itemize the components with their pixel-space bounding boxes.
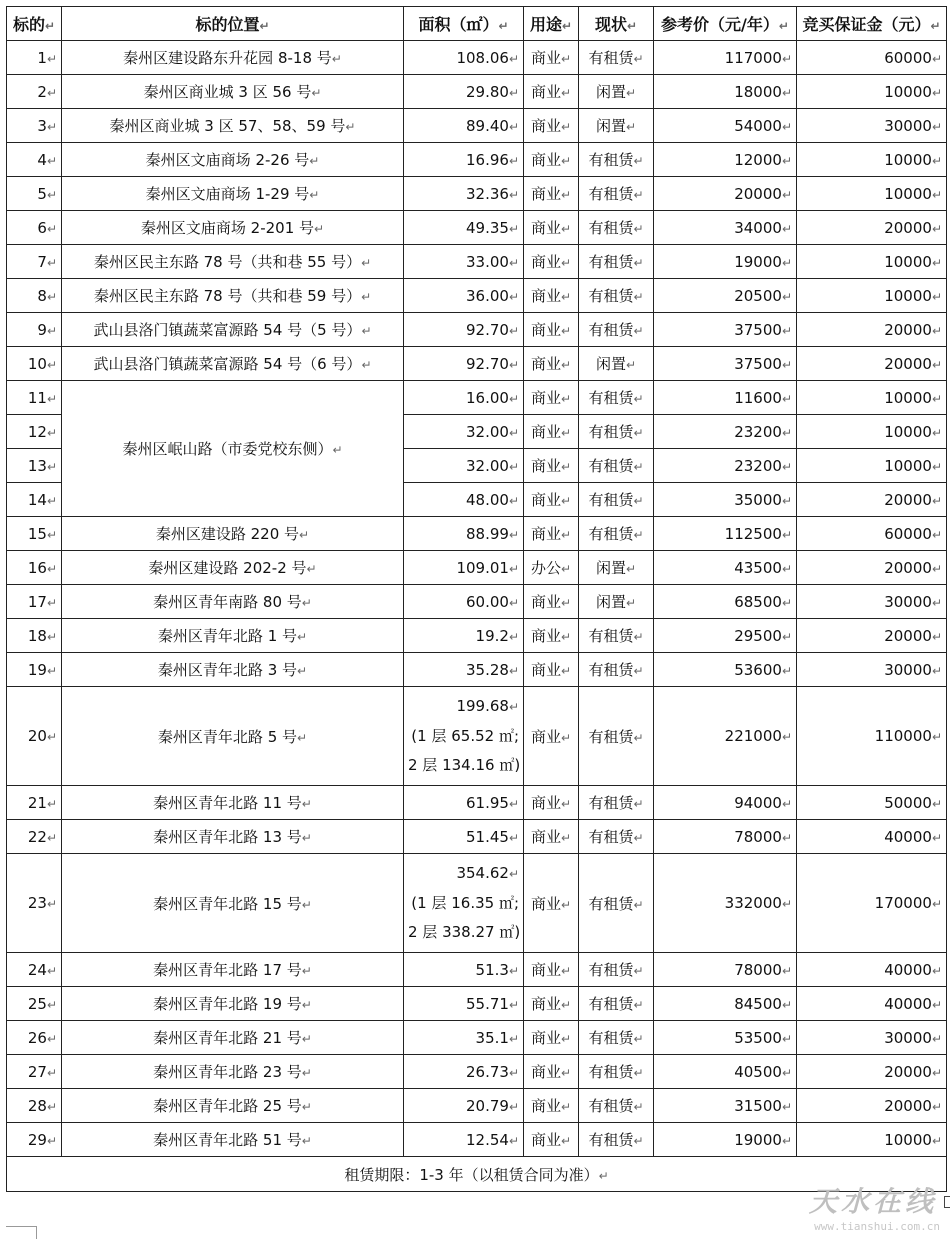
cell-deposit: 170000↵	[797, 854, 947, 953]
cell-location: 秦州区商业城 3 区 57、58、59 号↵	[62, 109, 404, 143]
cell-price: 68500↵	[654, 585, 797, 619]
header-deposit: 竞买保证金（元）↵	[797, 7, 947, 41]
lease-term-note: 租赁期限：1-3 年（以租赁合同为准）↵	[7, 1157, 947, 1192]
cell-use: 商业↵	[524, 143, 579, 177]
page-corner	[6, 1226, 37, 1239]
cell-price: 54000↵	[654, 109, 797, 143]
cell-price: 20000↵	[654, 177, 797, 211]
table-row	[7, 551, 947, 585]
cell-use: 商业↵	[524, 854, 579, 953]
cell-deposit: 10000↵	[797, 245, 947, 279]
cell-price: 332000↵	[654, 854, 797, 953]
table-row	[7, 687, 947, 786]
cell-use: 商业↵	[524, 517, 579, 551]
cell-status: 闲置↵	[579, 585, 654, 619]
cell-area: 16.00↵	[404, 381, 524, 415]
cell-deposit: 30000↵	[797, 653, 947, 687]
cell-deposit: 20000↵	[797, 347, 947, 381]
cell-location: 秦州区商业城 3 区 56 号↵	[62, 75, 404, 109]
table-row	[7, 381, 947, 415]
cell-deposit: 20000↵	[797, 551, 947, 585]
cell-area: 19.2↵	[404, 619, 524, 653]
cell-area: 12.54↵	[404, 1123, 524, 1157]
cell-price: 29500↵	[654, 619, 797, 653]
cell-status: 有租赁↵	[579, 177, 654, 211]
cell-price: 78000↵	[654, 820, 797, 854]
cell-location: 秦州区文庙商场 2-201 号↵	[62, 211, 404, 245]
cell-area: 89.40↵	[404, 109, 524, 143]
cell-deposit: 10000↵	[797, 177, 947, 211]
cell-location: 秦州区文庙商场 1-29 号↵	[62, 177, 404, 211]
table-row	[7, 619, 947, 653]
cell-area: 61.95↵	[404, 786, 524, 820]
table-row	[7, 854, 947, 953]
cell-status: 有租赁↵	[579, 687, 654, 786]
cell-status: 有租赁↵	[579, 41, 654, 75]
header-row	[7, 7, 947, 41]
cell-status: 闲置↵	[579, 551, 654, 585]
cell-status: 有租赁↵	[579, 143, 654, 177]
cell-price: 37500↵	[654, 347, 797, 381]
cell-area: 20.79↵	[404, 1089, 524, 1123]
cell-location: 秦州区青年北路 51 号↵	[62, 1123, 404, 1157]
cell-no: 24↵	[7, 953, 62, 987]
cell-status: 有租赁↵	[579, 1089, 654, 1123]
cell-price: 53500↵	[654, 1021, 797, 1055]
cell-location: 秦州区青年北路 13 号↵	[62, 820, 404, 854]
cell-deposit: 10000↵	[797, 449, 947, 483]
table-row	[7, 953, 947, 987]
cell-use: 商业↵	[524, 381, 579, 415]
cell-area: 354.62↵ (1 层 16.35 ㎡; 2 层 338.27 ㎡)	[404, 854, 524, 953]
cell-price: 12000↵	[654, 143, 797, 177]
table-row	[7, 245, 947, 279]
cell-area: 29.80↵	[404, 75, 524, 109]
watermark	[807, 1180, 945, 1233]
table-row	[7, 1123, 947, 1157]
cell-deposit: 10000↵	[797, 381, 947, 415]
cell-price: 11600↵	[654, 381, 797, 415]
cell-deposit: 110000↵	[797, 687, 947, 786]
cell-area: 36.00↵	[404, 279, 524, 313]
cell-no: 12↵	[7, 415, 62, 449]
cell-price: 18000↵	[654, 75, 797, 109]
cell-price: 84500↵	[654, 987, 797, 1021]
cell-status: 有租赁↵	[579, 211, 654, 245]
table-row	[7, 786, 947, 820]
table-row	[7, 41, 947, 75]
cell-price: 19000↵	[654, 1123, 797, 1157]
cell-status: 有租赁↵	[579, 483, 654, 517]
cell-area: 60.00↵	[404, 585, 524, 619]
cell-no: 19↵	[7, 653, 62, 687]
cell-location: 秦州区民主东路 78 号（共和巷 55 号）↵	[62, 245, 404, 279]
cell-use: 商业↵	[524, 653, 579, 687]
cell-price: 112500↵	[654, 517, 797, 551]
cell-location: 秦州区青年北路 15 号↵	[62, 854, 404, 953]
cell-price: 34000↵	[654, 211, 797, 245]
cell-status: 闲置↵	[579, 75, 654, 109]
cell-use: 商业↵	[524, 109, 579, 143]
cell-area: 26.73↵	[404, 1055, 524, 1089]
cell-no: 23↵	[7, 854, 62, 953]
cell-status: 有租赁↵	[579, 279, 654, 313]
cell-use: 商业↵	[524, 987, 579, 1021]
cell-location: 秦州区青年北路 23 号↵	[62, 1055, 404, 1089]
cell-no: 18↵	[7, 619, 62, 653]
cell-status: 有租赁↵	[579, 245, 654, 279]
table-row	[7, 279, 947, 313]
cell-use: 商业↵	[524, 1089, 579, 1123]
watermark-url: www.tianshui.com.cn	[814, 1220, 940, 1233]
header-price: 参考价（元/年）↵	[654, 7, 797, 41]
cell-no: 3↵	[7, 109, 62, 143]
cell-area: 92.70↵	[404, 313, 524, 347]
cell-use: 商业↵	[524, 1055, 579, 1089]
cell-no: 14↵	[7, 483, 62, 517]
table-row	[7, 109, 947, 143]
table-row	[7, 211, 947, 245]
cell-no: 1↵	[7, 41, 62, 75]
cell-deposit: 30000↵	[797, 109, 947, 143]
cell-area: 32.00↵	[404, 449, 524, 483]
cell-deposit: 40000↵	[797, 953, 947, 987]
cell-no: 20↵	[7, 687, 62, 786]
cell-no: 10↵	[7, 347, 62, 381]
cell-use: 商业↵	[524, 75, 579, 109]
cell-deposit: 40000↵	[797, 987, 947, 1021]
cell-status: 有租赁↵	[579, 1123, 654, 1157]
table-row	[7, 585, 947, 619]
cell-location: 秦州区青年北路 1 号↵	[62, 619, 404, 653]
cell-area: 55.71↵	[404, 987, 524, 1021]
cell-location: 秦州区建设路东升花园 8-18 号↵	[62, 41, 404, 75]
edge-marker	[944, 1196, 950, 1208]
cell-area: 199.68↵ (1 层 65.52 ㎡; 2 层 134.16 ㎡)	[404, 687, 524, 786]
cell-no: 8↵	[7, 279, 62, 313]
cell-status: 闲置↵	[579, 109, 654, 143]
cell-status: 有租赁↵	[579, 517, 654, 551]
table-row	[7, 1089, 947, 1123]
table-row	[7, 1021, 947, 1055]
header-area: 面积（㎡）↵	[404, 7, 524, 41]
cell-deposit: 10000↵	[797, 279, 947, 313]
cell-use: 商业↵	[524, 41, 579, 75]
cell-deposit: 20000↵	[797, 483, 947, 517]
cell-use: 商业↵	[524, 177, 579, 211]
cell-area: 48.00↵	[404, 483, 524, 517]
cell-location: 武山县洛门镇蔬菜富源路 54 号（5 号）↵	[62, 313, 404, 347]
cell-no: 9↵	[7, 313, 62, 347]
header-no: 标的↵	[7, 7, 62, 41]
cell-deposit: 40000↵	[797, 820, 947, 854]
cell-price: 20500↵	[654, 279, 797, 313]
cell-location: 秦州区青年北路 3 号↵	[62, 653, 404, 687]
cell-use: 商业↵	[524, 313, 579, 347]
cell-price: 221000↵	[654, 687, 797, 786]
cell-price: 35000↵	[654, 483, 797, 517]
cell-location: 秦州区青年北路 11 号↵	[62, 786, 404, 820]
cell-deposit: 50000↵	[797, 786, 947, 820]
cell-status: 有租赁↵	[579, 1055, 654, 1089]
cell-use: 商业↵	[524, 619, 579, 653]
cell-use: 商业↵	[524, 483, 579, 517]
cell-price: 37500↵	[654, 313, 797, 347]
cell-deposit: 20000↵	[797, 1055, 947, 1089]
cell-use: 商业↵	[524, 211, 579, 245]
cell-no: 26↵	[7, 1021, 62, 1055]
cell-price: 31500↵	[654, 1089, 797, 1123]
cell-location: 秦州区青年北路 19 号↵	[62, 987, 404, 1021]
cell-deposit: 10000↵	[797, 75, 947, 109]
cell-no: 11↵	[7, 381, 62, 415]
cell-deposit: 10000↵	[797, 143, 947, 177]
cell-area: 33.00↵	[404, 245, 524, 279]
header-status: 现状↵	[579, 7, 654, 41]
cell-location: 武山县洛门镇蔬菜富源路 54 号（6 号）↵	[62, 347, 404, 381]
cell-use: 商业↵	[524, 279, 579, 313]
cell-area: 109.01↵	[404, 551, 524, 585]
table-row	[7, 987, 947, 1021]
table-row	[7, 347, 947, 381]
cell-no: 21↵	[7, 786, 62, 820]
cell-no: 16↵	[7, 551, 62, 585]
cell-status: 有租赁↵	[579, 415, 654, 449]
cell-status: 有租赁↵	[579, 313, 654, 347]
cell-deposit: 30000↵	[797, 1021, 947, 1055]
header-use: 用途↵	[524, 7, 579, 41]
cell-price: 40500↵	[654, 1055, 797, 1089]
table-row	[7, 313, 947, 347]
cell-location: 秦州区青年北路 17 号↵	[62, 953, 404, 987]
cell-price: 23200↵	[654, 415, 797, 449]
cell-status: 有租赁↵	[579, 449, 654, 483]
cell-deposit: 20000↵	[797, 211, 947, 245]
cell-price: 78000↵	[654, 953, 797, 987]
property-table	[6, 6, 947, 1192]
cell-status: 闲置↵	[579, 347, 654, 381]
cell-location: 秦州区青年北路 21 号↵	[62, 1021, 404, 1055]
cell-deposit: 30000↵	[797, 585, 947, 619]
cell-use: 商业↵	[524, 245, 579, 279]
cell-price: 53600↵	[654, 653, 797, 687]
cell-area: 35.28↵	[404, 653, 524, 687]
cell-use: 商业↵	[524, 585, 579, 619]
cell-location: 秦州区青年北路 25 号↵	[62, 1089, 404, 1123]
cell-status: 有租赁↵	[579, 381, 654, 415]
cell-no: 22↵	[7, 820, 62, 854]
cell-price: 23200↵	[654, 449, 797, 483]
cell-deposit: 60000↵	[797, 517, 947, 551]
cell-deposit: 20000↵	[797, 313, 947, 347]
cell-status: 有租赁↵	[579, 987, 654, 1021]
table-row	[7, 1055, 947, 1089]
cell-area: 32.36↵	[404, 177, 524, 211]
cell-area: 51.45↵	[404, 820, 524, 854]
header-location: 标的位置↵	[62, 7, 404, 41]
cell-deposit: 20000↵	[797, 1089, 947, 1123]
cell-status: 有租赁↵	[579, 653, 654, 687]
watermark-name: 天水在线	[807, 1185, 945, 1218]
cell-area: 88.99↵	[404, 517, 524, 551]
cell-use: 商业↵	[524, 786, 579, 820]
cell-use: 商业↵	[524, 449, 579, 483]
cell-price: 43500↵	[654, 551, 797, 585]
cell-no: 4↵	[7, 143, 62, 177]
cell-no: 6↵	[7, 211, 62, 245]
cell-deposit: 10000↵	[797, 415, 947, 449]
cell-status: 有租赁↵	[579, 619, 654, 653]
cell-status: 有租赁↵	[579, 1021, 654, 1055]
cell-deposit: 10000↵	[797, 1123, 947, 1157]
cell-no: 27↵	[7, 1055, 62, 1089]
cell-area: 51.3↵	[404, 953, 524, 987]
cell-location: 秦州区青年南路 80 号↵	[62, 585, 404, 619]
cell-location: 秦州区文庙商场 2-26 号↵	[62, 143, 404, 177]
cell-no: 17↵	[7, 585, 62, 619]
cell-area: 16.96↵	[404, 143, 524, 177]
cell-no: 29↵	[7, 1123, 62, 1157]
table-row	[7, 820, 947, 854]
cell-location: 秦州区建设路 202-2 号↵	[62, 551, 404, 585]
cell-area: 35.1↵	[404, 1021, 524, 1055]
cell-status: 有租赁↵	[579, 854, 654, 953]
cell-area: 49.35↵	[404, 211, 524, 245]
table-row	[7, 143, 947, 177]
table-row	[7, 177, 947, 211]
cell-price: 19000↵	[654, 245, 797, 279]
cell-no: 5↵	[7, 177, 62, 211]
cell-price: 117000↵	[654, 41, 797, 75]
cell-location: 秦州区民主东路 78 号（共和巷 59 号）↵	[62, 279, 404, 313]
cell-no: 7↵	[7, 245, 62, 279]
cell-no: 28↵	[7, 1089, 62, 1123]
cell-use: 商业↵	[524, 687, 579, 786]
cell-use: 商业↵	[524, 415, 579, 449]
cell-area: 108.06↵	[404, 41, 524, 75]
footer-row	[7, 1157, 947, 1192]
cell-deposit: 60000↵	[797, 41, 947, 75]
cell-area: 92.70↵	[404, 347, 524, 381]
cell-location: 秦州区建设路 220 号↵	[62, 517, 404, 551]
cell-use: 商业↵	[524, 1123, 579, 1157]
cell-status: 有租赁↵	[579, 820, 654, 854]
table-row	[7, 517, 947, 551]
cell-use: 商业↵	[524, 347, 579, 381]
cell-no: 2↵	[7, 75, 62, 109]
cell-use: 商业↵	[524, 1021, 579, 1055]
cell-use: 商业↵	[524, 953, 579, 987]
cell-status: 有租赁↵	[579, 953, 654, 987]
cell-area: 32.00↵	[404, 415, 524, 449]
cell-no: 25↵	[7, 987, 62, 1021]
cell-use: 办公↵	[524, 551, 579, 585]
cell-no: 13↵	[7, 449, 62, 483]
cell-use: 商业↵	[524, 820, 579, 854]
cell-price: 94000↵	[654, 786, 797, 820]
cell-no: 15↵	[7, 517, 62, 551]
cell-location: 秦州区岷山路（市委党校东侧）↵	[62, 381, 404, 517]
cell-deposit: 20000↵	[797, 619, 947, 653]
table-row	[7, 653, 947, 687]
table-row	[7, 75, 947, 109]
cell-status: 有租赁↵	[579, 786, 654, 820]
cell-location: 秦州区青年北路 5 号↵	[62, 687, 404, 786]
